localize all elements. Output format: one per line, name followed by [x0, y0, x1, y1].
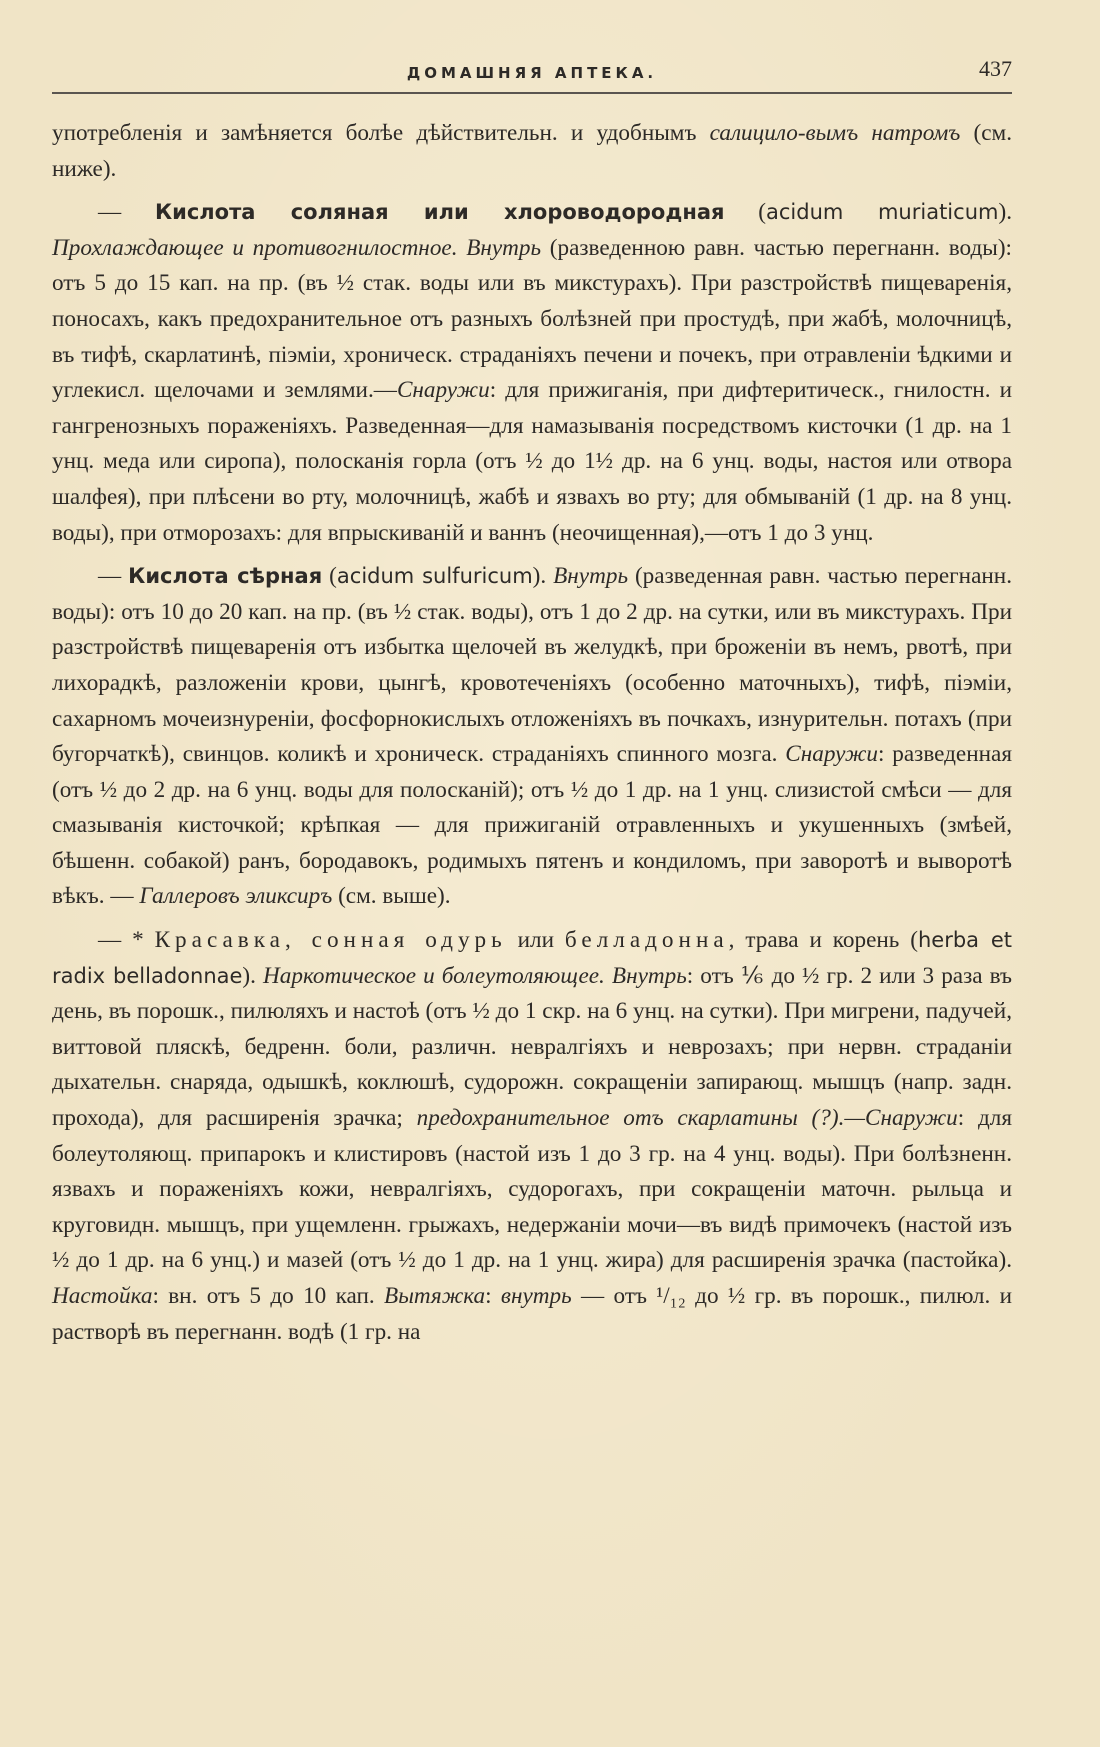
italic-term: Снаружи	[785, 741, 879, 768]
paragraph-hydrochloric-acid	[52, 195, 1012, 551]
text-segment: (	[322, 563, 337, 590]
italic-term: Прохлаждающее и противогнилостное. Внутрь	[52, 234, 542, 261]
text-segment: : отъ ⅙ до ½ гр. 2 или 3 раза въ день, въ порошк., пилюляхъ и настоѣ (отъ ½ до 1 скр. на 6 унц. на сутки). При мигрени, падучей, виттовой пляскѣ, бедренн. боли, различн. невралгіяхъ и неврозахъ; при нервн. страданіи дыхательн. снаряда, одышкѣ, коклюшѣ, судорожн. сокращеніи запирающ. мышцъ (напр. задн. прохода), для расширенія зрачка;	[52, 962, 1012, 1132]
text-segment: : для болеутоляющ. припарокъ и клистировъ (настой изъ 1 до 3 гр. на 4 унц. воды). При болѣзненн. язвахъ и пораженіяхъ кожи, невралгіяхъ, судорогахъ, при сокращеніи маточн. рыльца и круговидн. мышцъ, при ущемленн. грыжахъ, недержаніи мочи—въ видѣ примочекъ (настой изъ ½ до 1 др. на 6 унц.) и мазей (отъ ½ до 1 др. на 1 унц. жира) для расширенія зрачка (пастойка).	[52, 1105, 1012, 1274]
text-segment: (	[724, 199, 766, 226]
page-header	[52, 56, 1012, 94]
latin-name: acidum muriaticum	[765, 200, 999, 225]
text-segment: (разведенною равн. частью перегнанн. воды): отъ 5 до 15 кап. на пр. (въ ½ стак. воды или въ микстурахъ). При разстройствѣ пищеваренія, поносахъ, какъ предохранительное отъ разныхъ болѣзней при простудѣ, при жабѣ, молочницѣ, въ тифѣ, скарлатинѣ, піэміи, хроническ. страданіяхъ печени и почекъ, при отравленіи ѣдкими и углекисл. щелочами и землями.—	[52, 234, 1012, 404]
text-segment: употребленія и замѣняется болѣе дѣйствительн. и удобнымъ	[52, 120, 710, 146]
italic-term: Настойка	[52, 1283, 153, 1309]
text-segment: (см. выше).	[332, 883, 451, 910]
entry-dash: —	[98, 199, 155, 226]
text-segment: (см. ниже).	[52, 120, 1013, 182]
text-segment: или	[506, 927, 565, 954]
page-body	[52, 116, 1012, 1350]
entry-heading: Кислота соляная или хлороводородная	[154, 200, 725, 225]
entry-dash: — *	[98, 927, 155, 954]
italic-term: салицило-вымъ натромъ	[709, 120, 961, 146]
text-segment: — отъ ¹/₁₂ до ½ гр. въ порошк., пилюл. и растворѣ въ перегнанн. водѣ (1 гр. на	[52, 1283, 1012, 1345]
paragraph-salicylic-continuation	[52, 116, 1012, 187]
italic-term: Снаружи	[396, 377, 490, 404]
paragraph-belladonna	[52, 923, 1012, 1350]
italic-term: Вытяжка	[384, 1283, 486, 1309]
text-segment: ).	[998, 199, 1012, 226]
text-segment: ).	[532, 563, 554, 590]
italic-term: Внутрь	[553, 563, 628, 590]
running-title: ДОМАШНЯЯ АПТЕКА.	[406, 64, 658, 82]
page-number: 437	[979, 56, 1012, 81]
text-segment: : для прижиганія, при дифтеритическ., гнилостн. и гангренозныхъ пораженіяхъ. Разведенная—для намазыванія посредствомъ кисточки (1 др. на 1 унц. меда или сиропа), полосканія горла (отъ ½ до 1½ др. на 6 унц. воды, настоя или отвора шалфея), при плѣсени во рту, молочницѣ, жабѣ и язвахъ во рту; для обмываній (1 др. на 8 унц. воды), при отморозахъ: для впрыскиваній и ваннъ (неочищенная),—отъ 1 до 3 унц.	[52, 377, 1012, 546]
italic-term: Галлеровъ эликсиръ	[139, 883, 333, 910]
text-segment: (разведенная равн. частью перегнанн. воды): отъ 10 до 20 кап. на пр. (въ ½ стак. воды), отъ 1 до 2 др. на сутки, или въ микстурахъ. При разстройствѣ пищеваренія отъ избытка щелочей въ желудкѣ, при броженіи въ немъ, рвотѣ, при лихорадкѣ, разложеніи крови, цынгѣ, кровотеченіяхъ (особенно маточныхъ), тифѣ, піэміи, сахарномъ мочеизнуреніи, фосфорнокислыхъ отложеніяхъ въ почкахъ, изнурительн. потахъ (при бугорчаткѣ), свинцов. коликѣ и хроническ. страданіяхъ спинного мозга.	[52, 563, 1012, 768]
italic-term: Наркотическое и болеутоляющее. Внутрь	[263, 962, 687, 989]
text-segment: : разведенная (отъ ½ до 2 др. на 6 унц. воды для полосканій); отъ ½ до 1 др. на 1 унц. слизистой смѣси — для смазыванія кисточкой; крѣпкая — для прижиганій отравленныхъ и укушенныхъ (змѣей, бѣшенн. собакой) ранъ, бородавокъ, родимыхъ пятенъ и кондиломъ, при заворотѣ и выворотѣ вѣкъ. —	[52, 741, 1012, 910]
paragraph-sulfuric-acid	[52, 559, 1012, 915]
text-segment: , трава и корень (	[728, 927, 918, 954]
entry-heading-spaced: белладонна	[564, 927, 729, 954]
entry-heading: Кислота сѣрная	[128, 564, 323, 589]
text-segment: :	[485, 1283, 501, 1309]
text-segment: ).	[242, 962, 264, 989]
entry-heading-spaced: Красавка, сонная одурь	[154, 927, 507, 954]
latin-name: herba et radix belladonnae	[52, 928, 1012, 988]
latin-name: acidum sulfuricum	[336, 564, 533, 589]
entry-dash: —	[98, 563, 129, 590]
italic-term: внутрь	[500, 1283, 572, 1309]
italic-term: предохранительное отъ скарлатины (?).—Снаружи	[416, 1105, 958, 1132]
text-segment: : вн. отъ 5 до 10 кап.	[152, 1283, 385, 1309]
